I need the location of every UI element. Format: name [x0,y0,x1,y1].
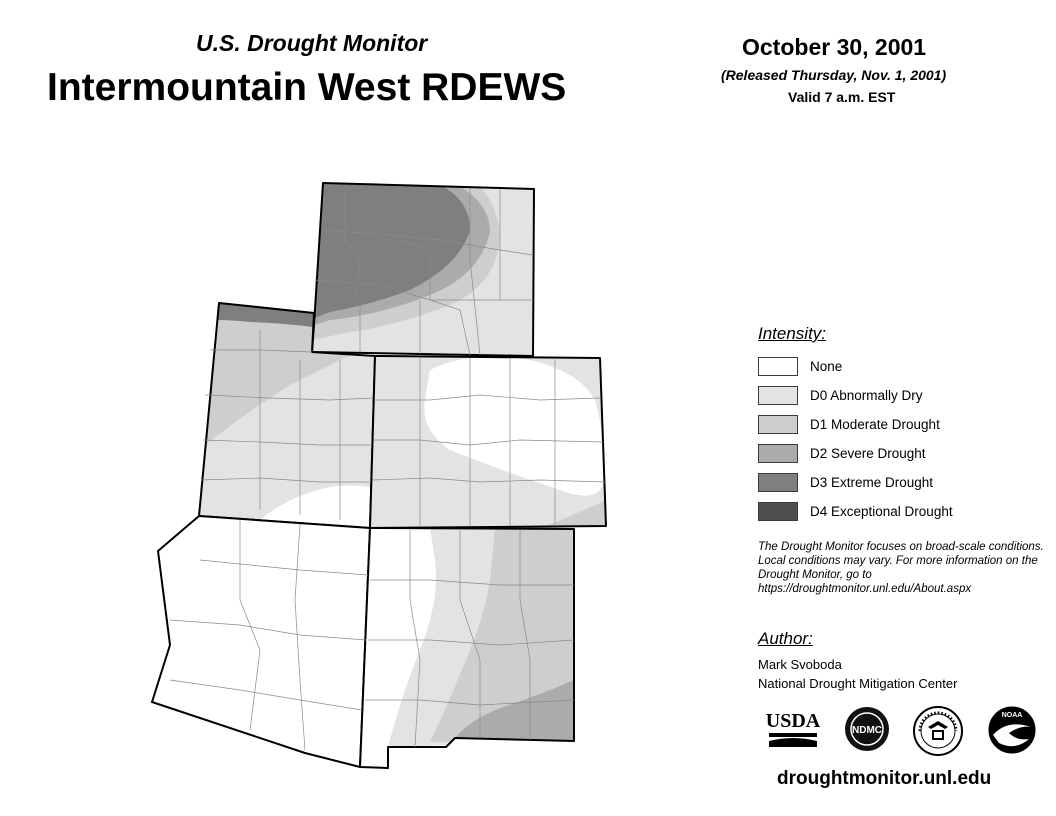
legend-swatch-d4 [758,502,798,521]
usda-logo-text: USDA [765,710,821,732]
legend-label-d4: D4 Exceptional Drought [810,504,953,519]
disclaimer-text: The Drought Monitor focuses on broad-scale conditions. Local conditions may vary. For more information on the Drought Monitor, go to https://droughtmonitor.unl.edu/About.aspx [758,541,1044,595]
department-seal-logo [912,705,964,757]
arizona-state [152,516,370,767]
colorado-state [370,356,606,528]
author-organization: National Drought Mitigation Center [758,676,958,691]
website-url[interactable]: droughtmonitor.unl.edu [777,768,992,789]
release-date: (Released Thursday, Nov. 1, 2001) [721,67,947,83]
new-mexico-state [360,528,574,768]
legend-item-d2 [758,439,1048,468]
legend-label-d1: D1 Moderate Drought [810,417,940,432]
legend-swatch-d1 [758,415,798,434]
legend-label-d0: D0 Abnormally Dry [810,388,923,403]
arizona-base [152,516,370,767]
noaa-logo-text: NOAA [1001,712,1023,719]
valid-time: Valid 7 a.m. EST [788,89,896,105]
legend-item-d4 [758,497,1048,526]
legend-swatch-d0 [758,386,798,405]
author-heading: Author: [758,629,813,648]
map-date: October 30, 2001 [742,34,927,60]
legend-item-d3 [758,468,1048,497]
legend [758,324,1048,526]
legend-heading: Intensity: [758,324,827,343]
ndmc-logo-text: NDMC [852,725,882,736]
legend-label-d2: D2 Severe Drought [810,446,926,461]
legend-item-d0 [758,381,1048,410]
map-subtitle: U.S. Drought Monitor [196,30,428,56]
drought-map [140,170,620,780]
legend-swatch-d2 [758,444,798,463]
legend-label-none: None [810,359,843,374]
noaa-logo [987,705,1037,755]
partner-logos [765,705,1045,761]
legend-swatch-d3 [758,473,798,492]
legend-swatch-none [758,357,798,376]
usda-logo [765,705,821,753]
legend-label-d3: D3 Extreme Drought [810,475,934,490]
author-name: Mark Svoboda [758,657,842,672]
legend-item-none [758,352,1048,381]
ndmc-logo [843,705,891,753]
map-title: Intermountain West RDEWS [47,66,567,109]
legend-item-d1 [758,410,1048,439]
